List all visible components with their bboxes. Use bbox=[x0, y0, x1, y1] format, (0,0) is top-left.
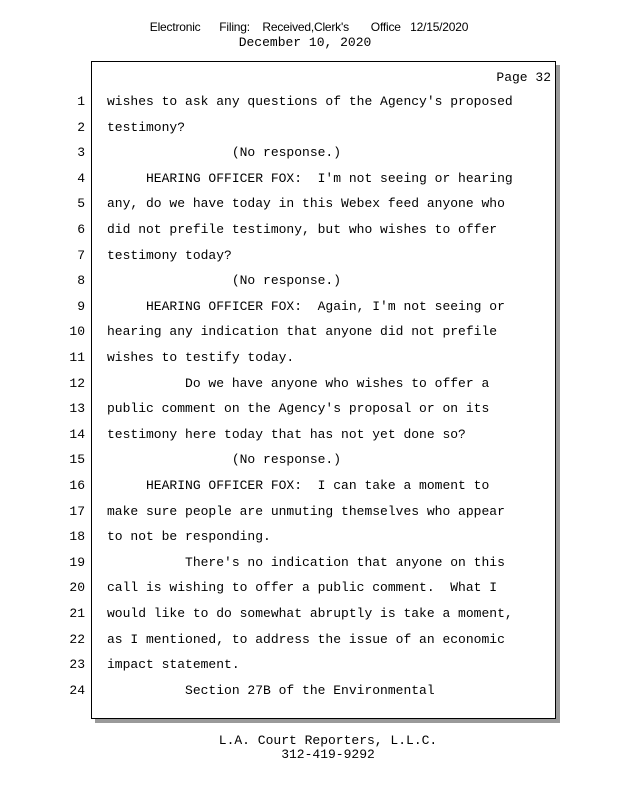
transcript-line bbox=[0, 115, 618, 141]
line-number: 1 bbox=[77, 94, 85, 109]
transcript-line bbox=[0, 140, 618, 166]
line-text: wishes to ask any questions of the Agency's proposed bbox=[107, 94, 513, 109]
transcript-line bbox=[0, 319, 618, 345]
line-number: 18 bbox=[69, 529, 85, 545]
line-number: 11 bbox=[69, 350, 85, 365]
reporter-company: L.A. Court Reporters, L.L.C. bbox=[218, 733, 438, 748]
hearing-date: December 10, 2020 bbox=[238, 35, 372, 50]
transcript-line bbox=[0, 601, 618, 627]
transcript-line bbox=[0, 627, 618, 653]
line-number: 23 bbox=[69, 657, 85, 673]
transcript-line bbox=[0, 422, 618, 448]
line-text: (No response.) bbox=[107, 273, 342, 289]
line-text: would like to do somewhat abruptly is take a moment, bbox=[107, 606, 513, 621]
transcript-line bbox=[0, 524, 618, 550]
line-text: impact statement. bbox=[107, 657, 240, 673]
transcript-line bbox=[0, 345, 618, 371]
line-text: HEARING OFFICER FOX: I can take a moment to bbox=[107, 478, 490, 493]
line-text: did not prefile testimony, but who wishes to offer bbox=[107, 222, 498, 237]
line-text: testimony? bbox=[107, 119, 186, 135]
line-number: 16 bbox=[69, 478, 85, 493]
transcript-line bbox=[0, 191, 618, 217]
line-number: 21 bbox=[69, 606, 85, 621]
transcript-line bbox=[0, 652, 618, 678]
line-number: 2 bbox=[77, 119, 85, 135]
transcript-line bbox=[0, 217, 618, 243]
line-number: 4 bbox=[77, 170, 85, 186]
line-number: 15 bbox=[69, 452, 85, 468]
transcript-line bbox=[0, 294, 618, 320]
page-number: Page 32 bbox=[496, 70, 551, 85]
line-text: HEARING OFFICER FOX: I'm not seeing or hearing bbox=[107, 170, 513, 186]
line-text: testimony here today that has not yet done so? bbox=[107, 426, 466, 442]
line-number: 10 bbox=[69, 324, 85, 340]
line-number: 22 bbox=[69, 631, 85, 647]
transcript-line bbox=[0, 499, 618, 525]
line-text: There's no indication that anyone on this bbox=[107, 554, 505, 570]
line-text: (No response.) bbox=[107, 452, 342, 468]
line-number: 13 bbox=[69, 401, 85, 417]
line-number: 6 bbox=[77, 222, 85, 237]
transcript-line bbox=[0, 678, 618, 704]
line-number: 24 bbox=[69, 682, 85, 698]
line-text: make sure people are unmuting themselves who appear bbox=[107, 503, 505, 519]
line-number: 5 bbox=[77, 196, 85, 212]
line-text: Section 27B of the Environmental bbox=[107, 682, 435, 698]
line-number: 8 bbox=[77, 273, 85, 289]
filing-stamp: Electronic Filing: Received,Clerk's Office 12/15/2020 bbox=[149, 20, 469, 34]
line-text: call is wishing to offer a public comment. What I bbox=[107, 580, 498, 596]
line-text: any, do we have today in this Webex feed anyone who bbox=[107, 196, 505, 212]
transcript-line bbox=[0, 268, 618, 294]
line-text: to not be responding. bbox=[107, 529, 271, 545]
line-text: HEARING OFFICER FOX: Again, I'm not seeing or bbox=[107, 298, 505, 314]
line-number: 12 bbox=[69, 375, 85, 391]
transcript-line bbox=[0, 575, 618, 601]
transcript-line bbox=[0, 371, 618, 397]
transcript-line bbox=[0, 473, 618, 499]
transcript-line bbox=[0, 550, 618, 576]
line-number: 14 bbox=[69, 426, 85, 442]
line-text: hearing any indication that anyone did not prefile bbox=[107, 324, 498, 340]
line-number: 19 bbox=[69, 554, 85, 570]
transcript-line bbox=[0, 89, 618, 115]
transcript-line bbox=[0, 447, 618, 473]
transcript-line bbox=[0, 243, 618, 269]
line-text: wishes to testify today. bbox=[107, 350, 295, 365]
line-number: 20 bbox=[69, 580, 85, 596]
line-text: (No response.) bbox=[107, 145, 342, 161]
line-text: testimony today? bbox=[107, 247, 232, 263]
line-number: 7 bbox=[77, 247, 85, 263]
transcript-line bbox=[0, 396, 618, 422]
line-number: 17 bbox=[69, 503, 85, 519]
reporter-phone: 312-419-9292 bbox=[281, 747, 375, 762]
line-number: 3 bbox=[77, 145, 85, 161]
transcript-line bbox=[0, 166, 618, 192]
line-text: Do we have anyone who wishes to offer a bbox=[107, 375, 490, 391]
line-text: public comment on the Agency's proposal or on its bbox=[107, 401, 490, 417]
line-text: as I mentioned, to address the issue of an economic bbox=[107, 631, 505, 647]
line-number: 9 bbox=[77, 298, 85, 314]
